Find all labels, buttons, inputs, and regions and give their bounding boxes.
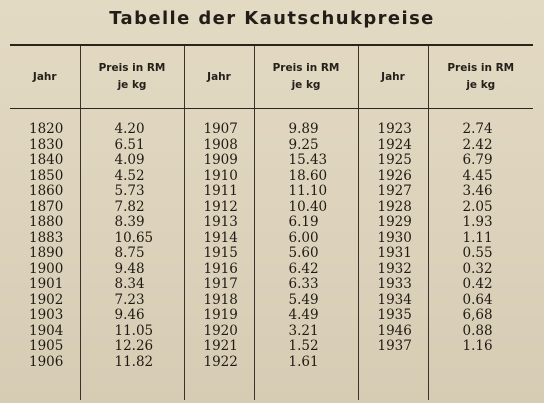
price-cell: 11.10 xyxy=(254,184,358,200)
header-year-3: Jahr xyxy=(358,45,428,109)
year-cell: 1911 xyxy=(184,184,254,200)
trailing-cell xyxy=(184,370,254,400)
price-cell: 6.51 xyxy=(80,138,184,154)
year-cell: 1913 xyxy=(184,215,254,231)
year-cell: 1909 xyxy=(184,153,254,169)
table-row xyxy=(10,184,533,200)
price-cell: 5.73 xyxy=(80,184,184,200)
year-cell: 1901 xyxy=(29,276,64,292)
price-cell: 1.61 xyxy=(254,355,358,371)
price-cell: 8.34 xyxy=(80,277,184,293)
price-cell: 1.93 xyxy=(428,215,533,231)
table-row xyxy=(10,339,533,355)
year-cell: 1890 xyxy=(29,245,64,261)
price-cell: 1.52 xyxy=(254,339,358,355)
year-cell: 1946 xyxy=(358,324,428,340)
price-cell: 9.25 xyxy=(254,138,358,154)
year-cell: 1914 xyxy=(184,231,254,247)
price-cell: 1.16 xyxy=(428,339,533,355)
price-cell: 12.26 xyxy=(80,339,184,355)
table-row xyxy=(10,277,533,293)
year-cell: 1907 xyxy=(184,122,254,138)
price-cell: 11.82 xyxy=(80,355,184,371)
price-cell xyxy=(428,355,533,371)
year-cell: 1908 xyxy=(184,138,254,154)
header-price-2: Preis in RM je kg xyxy=(254,45,358,109)
price-cell: 5.49 xyxy=(254,293,358,309)
price-cell: 0.55 xyxy=(428,246,533,262)
year-cell: 1931 xyxy=(358,246,428,262)
price-cell: 4.52 xyxy=(80,169,184,185)
year-cell: 1919 xyxy=(184,308,254,324)
price-cell: 10.40 xyxy=(254,200,358,216)
trailing-cell xyxy=(428,370,533,400)
table-row xyxy=(10,324,533,340)
price-cell: 7.82 xyxy=(80,200,184,216)
price-cell: 15.43 xyxy=(254,153,358,169)
price-cell: 3.21 xyxy=(254,324,358,340)
year-cell: 1935 xyxy=(358,308,428,324)
year-cell: 1928 xyxy=(358,200,428,216)
table-row xyxy=(10,200,533,216)
table-row xyxy=(10,293,533,309)
year-cell: 1929 xyxy=(358,215,428,231)
price-cell: 0.64 xyxy=(428,293,533,309)
price-cell: 0.42 xyxy=(428,277,533,293)
price-cell: 8.39 xyxy=(80,215,184,231)
year-cell: 1910 xyxy=(184,169,254,185)
year-cell: 1870 xyxy=(29,198,64,215)
price-cell: 4.20 xyxy=(80,122,184,138)
table-body xyxy=(10,109,533,401)
price-cell: 6.00 xyxy=(254,231,358,247)
year-cell: 1937 xyxy=(358,339,428,355)
year-cell: 1933 xyxy=(358,277,428,293)
year-cell: 1840 xyxy=(29,152,64,168)
table-row xyxy=(10,153,533,169)
year-cell: 1934 xyxy=(358,293,428,309)
price-cell: 9.48 xyxy=(80,262,184,278)
year-cell: 1923 xyxy=(358,122,428,138)
price-cell: 0.88 xyxy=(428,324,533,340)
price-cell: 1.11 xyxy=(428,231,533,247)
year-cell: 1912 xyxy=(184,200,254,216)
year-cell: 1860 xyxy=(29,183,64,199)
spacer-cell xyxy=(184,109,254,123)
table-row xyxy=(10,138,533,154)
year-cell: 1917 xyxy=(184,277,254,293)
price-cell: 6,68 xyxy=(428,308,533,324)
year-cell: 1926 xyxy=(358,169,428,185)
year-cell: 1920 xyxy=(184,324,254,340)
year-cell: 1924 xyxy=(358,138,428,154)
price-cell: 6.33 xyxy=(254,277,358,293)
price-cell: 3.46 xyxy=(428,184,533,200)
price-cell: 2.05 xyxy=(428,200,533,216)
trailing-cell xyxy=(10,370,80,400)
table-row xyxy=(10,246,533,262)
spacer-cell xyxy=(10,109,80,123)
price-cell: 11.05 xyxy=(80,324,184,340)
price-cell: 18.60 xyxy=(254,169,358,185)
table-row xyxy=(10,355,533,371)
table-row xyxy=(10,308,533,324)
spacer-cell xyxy=(428,109,533,123)
price-cell: 6.42 xyxy=(254,262,358,278)
price-cell: 6.19 xyxy=(254,215,358,231)
price-cell: 5.60 xyxy=(254,246,358,262)
year-cell: 1820 xyxy=(29,121,64,137)
trailing-cell xyxy=(80,370,184,400)
header-year-1: Jahr xyxy=(10,45,80,109)
table-row xyxy=(10,262,533,278)
year-cell: 1904 xyxy=(29,322,64,339)
year-cell: 1903 xyxy=(29,307,64,323)
year-cell: 1850 xyxy=(29,167,64,184)
year-cell: 1930 xyxy=(358,231,428,247)
year-cell: 1902 xyxy=(29,291,64,308)
year-cell: 1915 xyxy=(184,246,254,262)
year-cell: 1900 xyxy=(29,260,64,277)
price-cell: 6.79 xyxy=(428,153,533,169)
table-row xyxy=(10,215,533,231)
year-cell: 1932 xyxy=(358,262,428,278)
header-year-2: Jahr xyxy=(184,45,254,109)
spacer-cell xyxy=(358,109,428,123)
trailing-cell xyxy=(254,370,358,400)
trailing-cell xyxy=(358,370,428,400)
price-cell: 9.46 xyxy=(80,308,184,324)
price-cell: 2.74 xyxy=(428,122,533,138)
price-cell: 10.65 xyxy=(80,231,184,247)
spacer-row xyxy=(10,109,533,123)
year-cell: 1916 xyxy=(184,262,254,278)
year-cell: 1830 xyxy=(29,136,64,153)
year-cell: 1921 xyxy=(184,339,254,355)
header-price-1: Preis in RM je kg xyxy=(80,45,184,109)
table-row xyxy=(10,169,533,185)
spacer-cell xyxy=(254,109,358,123)
rubber-price-table xyxy=(10,44,533,400)
year-cell xyxy=(358,355,428,371)
price-cell: 0.32 xyxy=(428,262,533,278)
price-cell: 4.49 xyxy=(254,308,358,324)
year-cell: 1880 xyxy=(29,214,64,230)
trailing-row xyxy=(10,370,533,400)
table-row xyxy=(10,231,533,247)
year-cell: 1906 xyxy=(29,353,64,370)
price-cell: 4.45 xyxy=(428,169,533,185)
year-cell: 1883 xyxy=(29,229,64,246)
price-cell: 9.89 xyxy=(254,122,358,138)
table-header-row xyxy=(10,45,533,109)
price-cell: 7.23 xyxy=(80,293,184,309)
year-cell: 1905 xyxy=(29,338,64,354)
year-cell: 1922 xyxy=(184,355,254,371)
table-title: Tabelle der Kautschukpreise xyxy=(109,8,435,29)
year-cell: 1927 xyxy=(358,184,428,200)
table-row xyxy=(10,122,533,138)
price-cell: 8.75 xyxy=(80,246,184,262)
year-cell: 1918 xyxy=(184,293,254,309)
year-cell: 1925 xyxy=(358,153,428,169)
spacer-cell xyxy=(80,109,184,123)
price-cell: 4.09 xyxy=(80,153,184,169)
price-cell: 2.42 xyxy=(428,138,533,154)
header-price-3: Preis in RM je kg xyxy=(428,45,533,109)
